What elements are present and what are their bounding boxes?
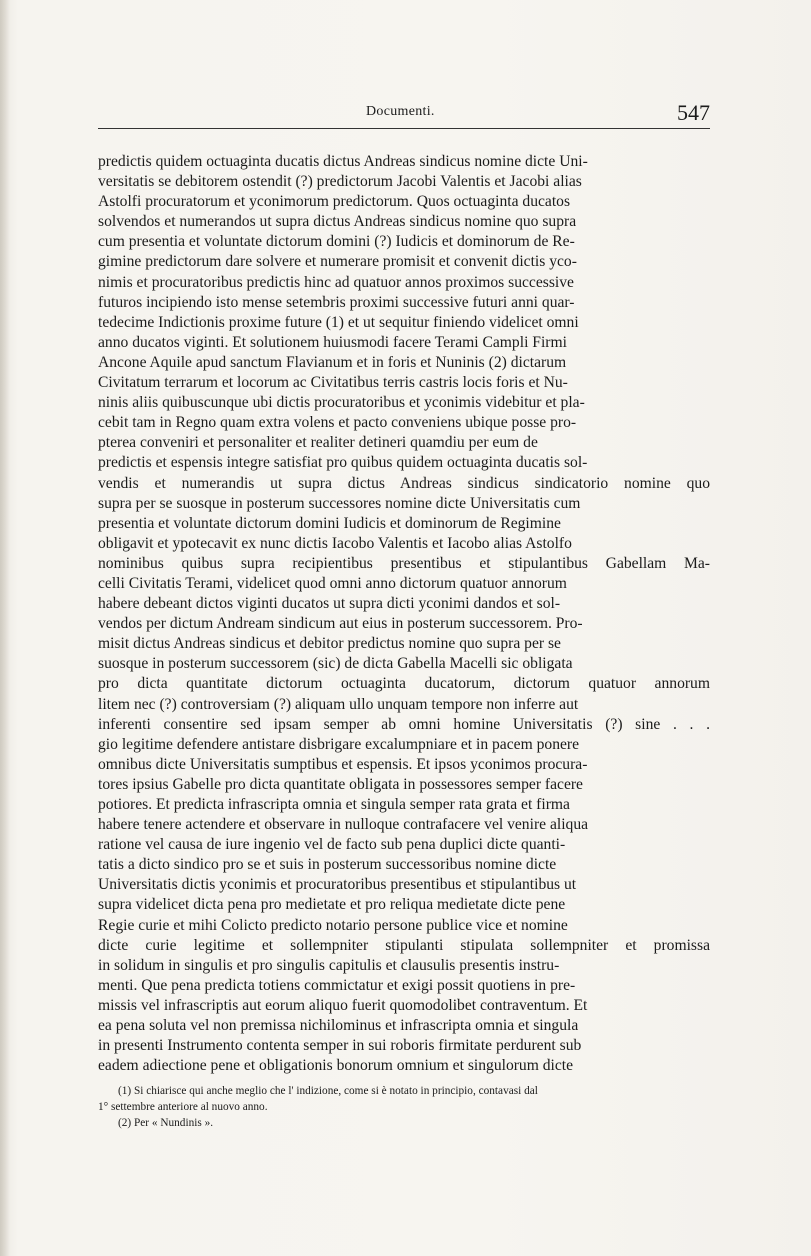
text-line: vendis et numerandis ut supra dictus Andreas sindicus sindicatorio nomine quo [98, 474, 710, 492]
text-line: supra per se suosque in posterum successores nomine dicte Universitatis cum [98, 494, 581, 512]
text-line: eadem adiectione pene et obligationis bonorum omnium et singulorum dicte [98, 1057, 574, 1075]
text-line: Universitatis dictis yconimis et procuratoribus presentibus et stipulantibus ut [98, 876, 577, 894]
text-line: tedecime Indictionis proxime future (1) et ut sequitur finiendo videlicet omni [98, 313, 579, 331]
text-line: Civitatum terrarum et locorum ac Civitatibus terris castris locis foris et Nu- [98, 374, 568, 392]
text-line: solvendos et numerandos ut supra dictus Andreas sindicus nomine quo supra [98, 213, 577, 231]
text-line: supra videlicet dicta pena pro medietate et pro reliqua medietate dicte pene [98, 896, 566, 914]
text-line: celli Civitatis Terami, videlicet quod omni anno dictorum quatuor annorum [98, 574, 567, 592]
text-line: in solidum in singulis et pro singulis capitulis et clausulis presentis instru- [98, 956, 560, 974]
text-line: vendos per dictum Andream sindicum aut eius in posterum successorem. Pro- [98, 615, 583, 633]
text-line: versitatis se debitorem ostendit (?) predictorum Jacobi Valentis et Jacobi alias [98, 173, 582, 191]
text-line: Regie curie et mihi Colicto predicto notario persone publice vice et nomine [98, 916, 568, 934]
text-line: in presenti Instrumento contenta semper in sui roboris firmitate perdurent sub [98, 1037, 582, 1055]
text-line: ninis aliis quibuscunque ubi dictis procuratoribus et yconimis videbitur et pla- [98, 394, 585, 412]
header-rule [98, 128, 710, 129]
text-line: ratione vel causa de iure ingenio vel de facto sub pena duplici dicte quanti- [98, 836, 566, 854]
page-number: 547 [677, 100, 710, 125]
text-line: cum presentia et voluntate dictorum domini (?) Iudicis et dominorum de Re- [98, 233, 575, 251]
text-line: potiores. Et predicta infrascripta omnia et singula semper rata grata et firma [98, 796, 570, 813]
text-line: obligavit et ypotecavit ex nunc dictis Iacobo Valentis et Iacobo alias Astolfo [98, 534, 572, 552]
text-line: predictis et espensis integre satisfiat pro quibus quidem octuaginta ducatis sol- [98, 454, 588, 472]
text-line: nimis et procuratoribus predictis hinc ad quatuor annos proximos successive [98, 273, 574, 291]
text-line: missis vel infrascriptis aut eorum aliquo fuerit quomodolibet contraventum. Et [98, 996, 588, 1014]
text-line: habere tenere actendere et observare in nulloque contrafacere vel venire aliqua [98, 816, 589, 834]
text-line: nominibus quibus supra recipientibus presentibus et stipulantibus Gabellam Ma- [98, 554, 710, 572]
text-line: litem nec (?) controversiam (?) aliquam ullo unquam tempore non inferre aut [98, 695, 579, 713]
text-line: suosque in posterum successorem (sic) de dicta Gabella Macelli sic obligata [98, 655, 573, 673]
footnote-1-line-1: (1) Si chiarisce qui anche meglio che l' indizione, come si è notato in principio, contavasi dal [118, 1085, 538, 1097]
text-line: inferenti consentire sed ipsam semper ab omni homine Universitatis (?) sine . . . [98, 715, 710, 733]
text-line: gimine predictorum dare solvere et numerare promisit et convenit dictis yco- [98, 253, 577, 271]
footnote-2: (2) Per « Nundinis ». [118, 1117, 214, 1129]
text-line: presentia et voluntate dictorum domini Iudicis et dominorum de Regimine [98, 514, 561, 532]
text-line: Ancone Aquile apud sanctum Flavianum et in foris et Nuninis (2) dictarum [98, 353, 567, 371]
text-line: Astolfi procuratorum et yconimorum predictorum. Quos octuaginta ducatos [98, 193, 571, 211]
text-line: gio legitime defendere antistare disbrigare excalumpniare et in pacem ponere [98, 735, 580, 753]
text-line: cebit tam in Regno quam extra volens et pacto conveniens ubique posse pro- [98, 414, 577, 432]
binding-shadow [0, 0, 10, 1256]
text-line: menti. Que pena predicta totiens commictatur et exigi possit quotiens in pre- [98, 976, 576, 994]
text-line: ea pena soluta vel non premissa nichilominus et infrascripta omnia et singula [98, 1017, 579, 1035]
footnotes [98, 1083, 710, 1131]
text-line: predictis quidem octuaginta ducatis dictus Andreas sindicus nomine dicte Uni- [98, 153, 588, 170]
text-line: misit dictus Andreas sindicus et debitor predictus nomine quo supra per se [98, 635, 561, 653]
running-title: Documenti. [366, 104, 435, 119]
text-line: anno ducatos viginti. Et solutionem huiusmodi facere Terami Campli Firmi [98, 333, 567, 351]
footnote-1-line-2: 1° settembre anteriore al nuovo anno. [98, 1101, 268, 1113]
text-line: tatis a dicto sindico pro se et suis in posterum successoribus nomine dicte [98, 856, 557, 874]
text-line: omnibus dicte Universitatis sumptibus et espensis. Et ipsos yconimos procura- [98, 755, 588, 773]
body-text [98, 152, 710, 1076]
text-line: habere debeant dictos viginti ducatos ut supra dicti yconimi dandos et sol- [98, 595, 561, 613]
text-line: pterea conveniri et personaliter et realiter detineri quamdiu per eum de [98, 434, 538, 452]
text-line: futuros incipiendo isto mense setembris proximi successive futuri anni quar- [98, 293, 575, 311]
text-line: pro dicta quantitate dictorum octuaginta ducatorum, dictorum quatuor annorum [98, 675, 710, 693]
text-line: tores ipsius Gabelle pro dicta quantitate obligata in possessores semper facere [98, 775, 583, 793]
text-line: dicte curie legitime et sollempniter stipulanti stipulata sollempniter et promissa [98, 936, 710, 954]
